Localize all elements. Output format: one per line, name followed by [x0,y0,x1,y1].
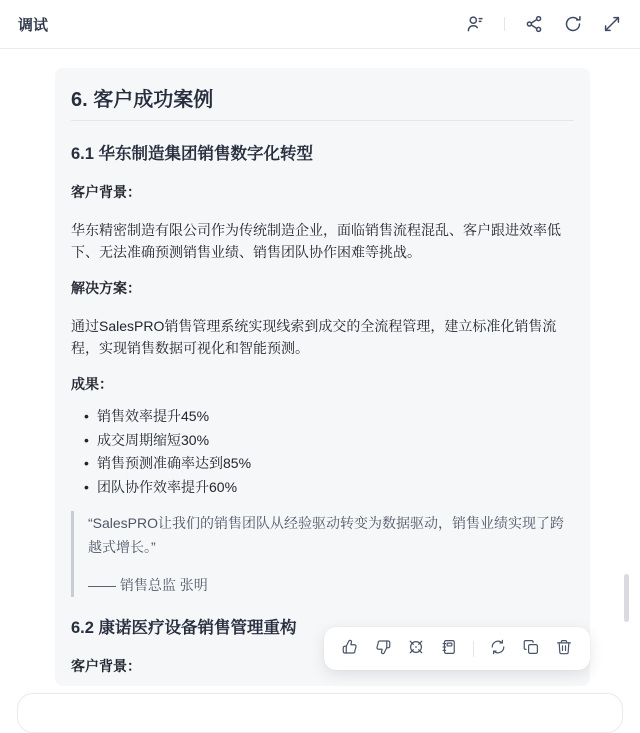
page-title: 调试 [18,16,49,34]
subsection-title-6-1: 6.1 华东制造集团销售数字化转型 [71,145,314,163]
copy-icon [522,638,540,659]
refresh-icon [563,14,583,34]
like-button[interactable] [341,638,359,659]
thumbs-down-icon [374,638,392,659]
solution-label: 解决方案： [71,280,141,296]
share-icon [524,14,544,34]
background-text: 华东精密制造有限公司作为传统制造企业，面临销售流程混乱、客户跟进效率低下、无法准确预测销售业绩、销售团队协作困难等挑战。 [71,222,561,260]
share-button[interactable] [524,14,544,34]
expand-button[interactable] [602,14,622,34]
toolbar-divider [473,641,474,657]
delete-button[interactable] [555,638,573,659]
message-toolbar [324,627,590,670]
regenerate-icon [489,638,507,659]
result-item: • 销售效率提升45% [71,405,574,429]
result-item: • 销售预测准确率达到85% [71,452,574,476]
quote-author: —— 销售总监 张明 [88,577,208,593]
user-profile-button[interactable] [465,14,485,34]
result-item: • 成交周期缩短30% [71,429,574,453]
chat-input-area[interactable] [17,693,623,733]
results-list [71,405,574,499]
copy-button[interactable] [522,638,540,659]
regenerate-button[interactable] [489,638,507,659]
topbar-actions [465,14,622,34]
user-icon [465,14,485,34]
solution-text: 通过SalesPRO销售管理系统实现线索到成交的全流程管理，建立标准化销售流程，实现销售数据可视化和智能预测。 [71,318,557,356]
assistant-message-card [55,68,590,686]
topbar-divider [504,17,505,31]
process-button[interactable] [407,638,425,659]
subsection-title-6-2: 6.2 康诺医疗设备销售管理重构 [71,619,297,637]
background-label-2: 客户背景： [71,658,141,674]
expand-icon [602,14,622,34]
section-heading: 6. 客户成功案例 [71,88,574,121]
scrollbar-thumb[interactable] [624,574,629,622]
debug-topbar [0,0,640,49]
result-item: • 团队协作效率提升60% [71,476,574,500]
background-label: 客户背景： [71,184,141,200]
thumbs-up-icon [341,638,359,659]
atom-icon [407,638,425,659]
dislike-button[interactable] [374,638,392,659]
notebook-icon [440,638,458,659]
customer-quote [71,511,574,597]
results-label: 成果： [71,376,113,392]
notebook-button[interactable] [440,638,458,659]
refresh-button[interactable] [563,14,583,34]
trash-icon [555,638,573,659]
quote-text: “SalesPRO让我们的销售团队从经验驱动转变为数据驱动，销售业绩实现了跨越式增长。” [88,515,565,555]
